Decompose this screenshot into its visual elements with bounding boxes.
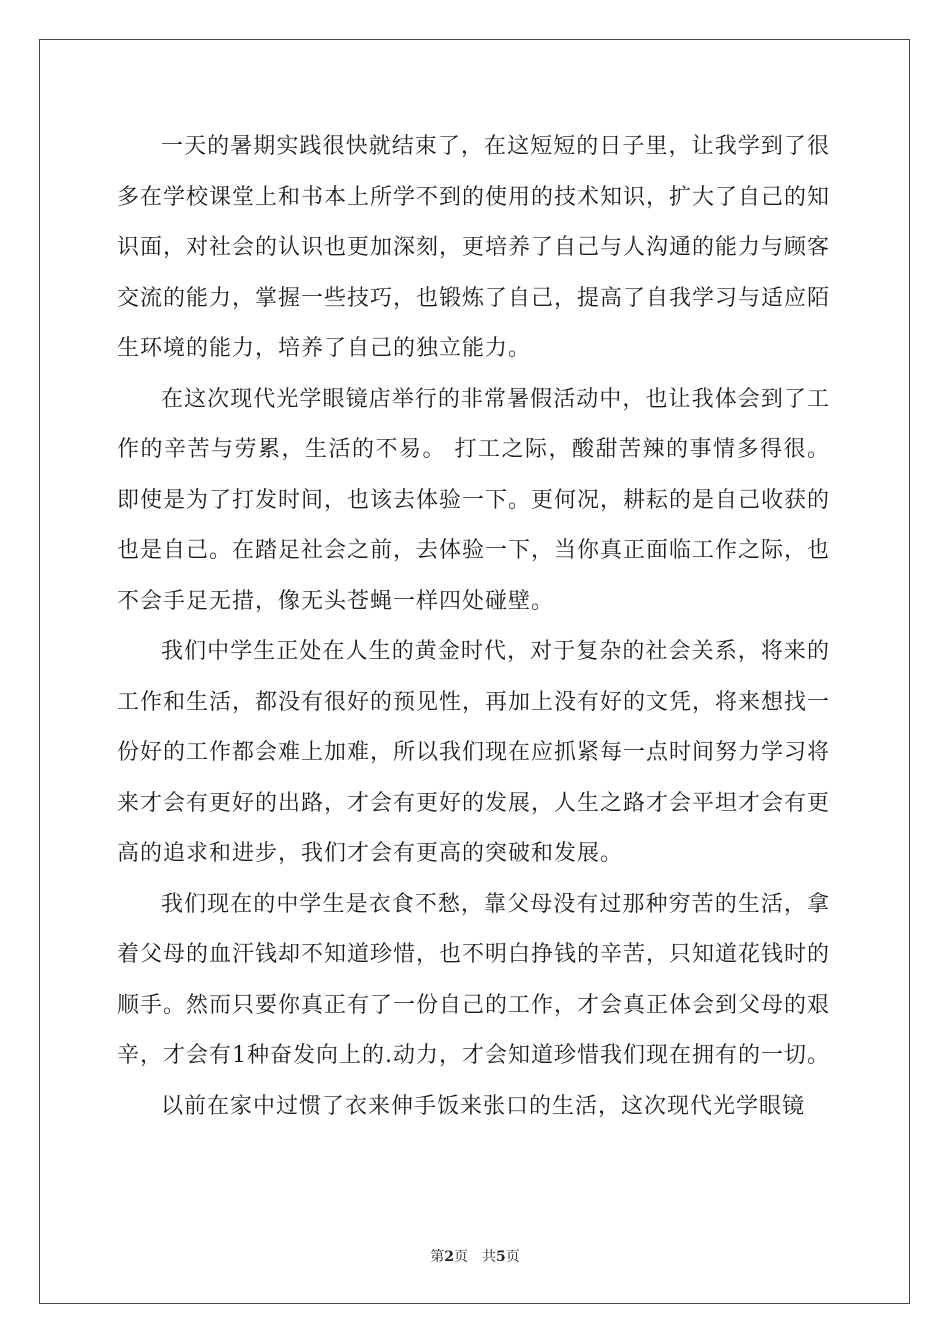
footer-total-prefix: 共 [482,1249,496,1265]
page-footer [0,1246,950,1266]
paragraph-4: 我们现在的中学生是衣食不愁，靠父母没有过那种穷苦的生活，拿着父母的血汗钱却不知道珍惜，也不明白挣钱的辛苦，只知道花钱时的顺手。然而只要你真正有了一份自己的工作，才会真正体会到父母的艰辛，才会有1种奋发向上的.动力，才会知道珍惜我们现在拥有的一切。 [117,891,831,1068]
paragraph-3: 我们中学生正处在人生的黄金时代，对于复杂的社会关系，将来的工作和生活，都没有很好的预见性，再加上没有好的文凭，将来想找一份好的工作都会难上加难，所以我们现在应抓紧每一点时间努力学习将来才会有更好的出路，才会有更好的发展，人生之路才会平坦才会有更高的追求和进步，我们才会有更高的突破和发展。 [117,639,831,866]
footer-prefix: 第 [430,1249,445,1265]
page-number: 2 [444,1249,454,1265]
paragraph-5: 以前在家中过惯了衣来伸手饭来张口的生活，这次现代光学眼镜 [161,1093,806,1119]
paragraph-1: 一天的暑期实践很快就结束了，在这短短的日子里，让我学到了很多在学校课堂上和书本上所学不到的使用的技术知识，扩大了自己的知识面，对社会的认识也更加深刻，更培养了自己与人沟通的能力与顾客交流的能力，掌握一些技巧，也锻炼了自己，提高了自我学习与适应陌生环境的能力，培养了自己的独立能力。 [117,134,831,361]
total-pages: 5 [496,1249,506,1265]
document-body [117,122,830,1132]
footer-page-suffix: 页 [454,1249,468,1265]
paragraph-2: 在这次现代光学眼镜店举行的非常暑假活动中，也让我体会到了工作的辛苦与劳累，生活的不易。 打工之际，酸甜苦辣的事情多得很。即使是为了打发时间，也该去体验一下。更何况，耕耘的是自己收获的也是自己。在踏足社会之前，去体验一下，当你真正面临工作之际，也不会手足无措，像无头苍蝇一样四处碰壁。 [117,386,831,614]
footer-total-suffix: 页 [505,1249,520,1265]
